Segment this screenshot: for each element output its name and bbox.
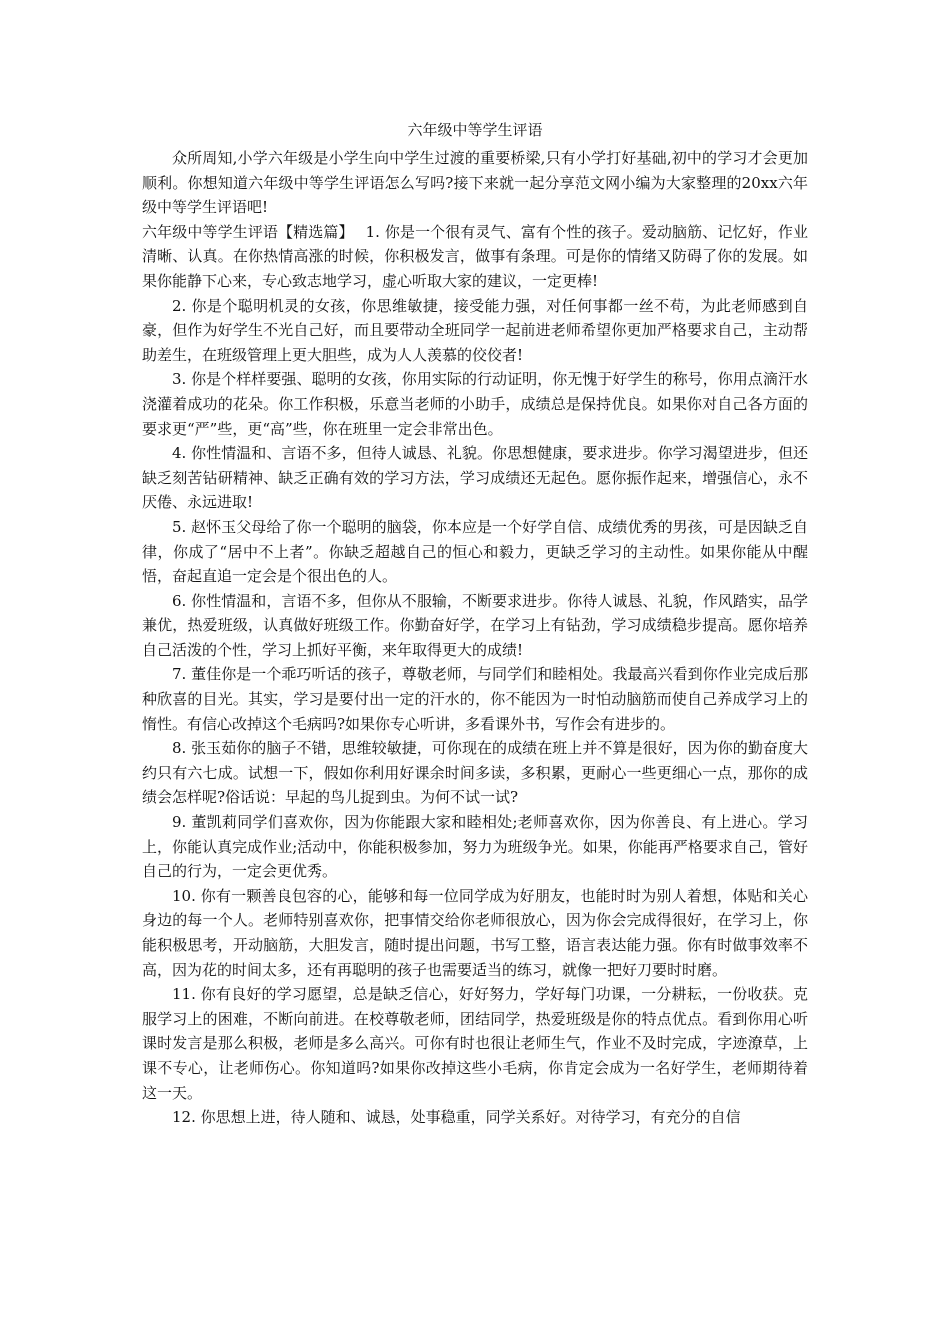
intro-paragraph: 众所周知,小学六年级是小学生向中学生过渡的重要桥梁,只有小学打好基础,初中的学习才会更加顺利。你想知道六年级中等学生评语怎么写吗?接下来就一起分享范文网小编为大家整理的20xx六年级中等学生评语吧! bbox=[142, 149, 808, 217]
comment-11-paragraph: 11. 你有良好的学习愿望，总是缺乏信心，好好努力，学好每门功课，一分耕耘，一份收获。克服学习上的困难，不断向前进。在校尊敬老师，团结同学，热爱班级是你的特点优点。看到你用心听课时发言是那么积极，老师是多么高兴。可你有时也很让老师生气，作业不及时完成，字迹潦草，上课不专心，让老师伤心。你知道吗?如果你改掉这些小毛病，你肯定会成为一名好学生，老师期待着这一天。 bbox=[142, 985, 808, 1102]
comment-4-paragraph: 4. 你性情温和、言语不多，但待人诚恳、礼貌。你思想健康，要求进步。你学习渴望进步，但还缺乏刻苦钻研精神、缺乏正确有效的学习方法，学习成绩还无起色。愿你振作起来，增强信心，永不厌倦、永远进取! bbox=[142, 444, 808, 512]
comment-1-paragraph bbox=[142, 220, 808, 294]
section-heading: 六年级中等学生评语【精选篇】 bbox=[142, 222, 354, 241]
comment-12-paragraph: 12. 你思想上进，待人随和、诚恳，处事稳重，同学关系好。对待学习，有充分的自信 bbox=[172, 1108, 741, 1127]
comment-3-paragraph: 3. 你是个样样要强、聪明的女孩，你用实际的行动证明，你无愧于好学生的称号，你用点滴汗水浇灌着成功的花朵。你工作积极，乐意当老师的小助手，成绩总是保持优良。如果你对自己各方面的要求更“严”些，更“高”些，你在班里一定会非常出色。 bbox=[142, 370, 808, 438]
comment-2-paragraph: 2. 你是个聪明机灵的女孩，你思维敏捷，接受能力强，对任何事都一丝不苟，为此老师感到自豪，但作为好学生不光自己好，而且要带动全班同学一起前进老师希望你更加严格要求自己，主动帮助差生，在班级管理上更大胆些，成为人人羡慕的佼佼者! bbox=[142, 296, 808, 364]
document-page bbox=[142, 118, 808, 1130]
comment-7-paragraph: 7. 董佳你是一个乖巧听话的孩子，尊敬老师，与同学们和睦相处。我最高兴看到你作业完成后那种欣喜的目光。其实，学习是要付出一定的汗水的，你不能因为一时怕动脑筋而使自己养成学习上的惰性。有信心改掉这个毛病吗?如果你专心听讲，多看课外书，写作会有进步的。 bbox=[142, 665, 808, 733]
document-title: 六年级中等学生评语 bbox=[407, 121, 543, 139]
comment-10-paragraph: 10. 你有一颗善良包容的心，能够和每一位同学成为好朋友，也能时时为别人着想，体贴和关心身边的每一个人。老师特别喜欢你，把事情交给你老师很放心，因为你会完成得很好，在学习上，你能积极思考，开动脑筋，大胆发言，随时提出问题，书写工整，语言表达能力强。你有时做事效率不高，因为花的时间太多，还有再聪明的孩子也需要适当的练习，就像一把好刀要时时磨。 bbox=[142, 886, 808, 979]
comment-1-text: 1. 你是一个很有灵气、富有个性的孩子。爱动脑筋、记忆好，作业清晰、认真。在你热情高涨的时候，你积极发言，做事有条理。可是你的情绪又防碍了你的发展。如果你能静下心来，专心致志地学习，虚心听取大家的建议，一定更棒! bbox=[142, 222, 808, 290]
comment-6-paragraph: 6. 你性情温和，言语不多，但你从不服输，不断要求进步。你待人诚恳、礼貌，作风踏实，品学兼优，热爱班级，认真做好班级工作。你勤奋好学，在学习上有钻劲，学习成绩稳步提高。愿你培养自己活泼的个性，学习上抓好平衡，来年取得更大的成绩! bbox=[142, 591, 808, 659]
comment-9-paragraph: 9. 董凯莉同学们喜欢你，因为你能跟大家和睦相处;老师喜欢你，因为你善良、有上进心。学习上，你能认真完成作业;活动中，你能积极参加，努力为班级争光。如果，你能再严格要求自己，管好自己的行为，一定会更优秀。 bbox=[142, 813, 808, 881]
comment-8-paragraph: 8. 张玉茹你的脑子不错，思维较敏捷，可你现在的成绩在班上并不算是很好，因为你的勤奋度大约只有六七成。试想一下，假如你利用好课余时间多读，多积累，更耐心一些更细心一点，那你的成绩会怎样呢?俗话说：早起的鸟儿捉到虫。为何不试一试? bbox=[142, 739, 808, 807]
comment-5-paragraph: 5. 赵怀玉父母给了你一个聪明的脑袋，你本应是一个好学自信、成绩优秀的男孩，可是因缺乏自律，你成了“居中不上者”。你缺乏超越自己的恒心和毅力，更缺乏学习的主动性。如果你能从中醒悟，奋起直追一定会是个很出色的人。 bbox=[142, 517, 808, 586]
